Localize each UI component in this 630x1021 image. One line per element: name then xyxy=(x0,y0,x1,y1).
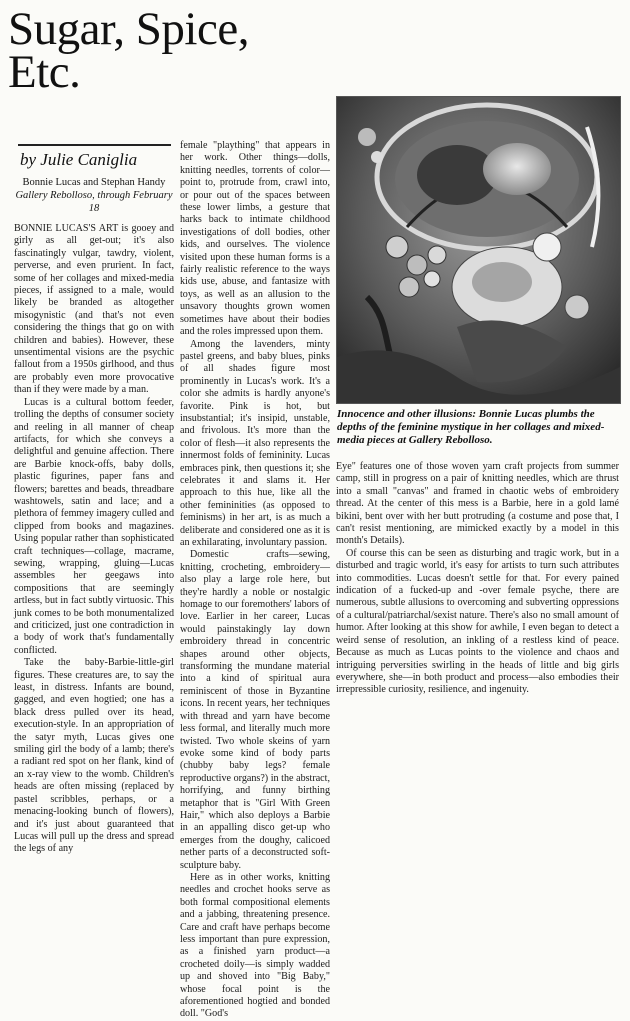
paragraph: Eye" features one of those woven yarn craft projects from summer camp, still in progress on a pair of knitting needles, which are thrust into a small "canvas" and framed in chaotic webs of embroidery thread. At the center of this mess is a Barbie, here in a gold lamé bikini, bent over with her butt protruding (a costume and pose that, I can't resist mentioning, are mimicked exactly by a model in this month's Details). xyxy=(336,461,619,547)
photo-caption: Innocence and other illusions: Bonnie Lucas plumbs the depths of the feminine mystique in her collages and mixed-media pieces at Gallery Rebolloso. xyxy=(337,408,605,446)
byline-rule xyxy=(18,144,171,146)
paragraph: Domestic crafts—sewing, knitting, crocheting, embroidery—also play a large role here, but they're hardly a noble or nostalgic homage to our foremothers' labors of love. Earlier in her career, Lucas would painstakingly lay down embroidery thread in concentric shapes around other objects, transforming the mundane material into a kind of spiritual aura reminiscent of those in Byzantine icons. In recent years, her techniques with thread and yarn have become less formal, and literally much more twisted. Two whole skeins of yarn evoke some kind of body parts (chubby baby legs? female reproductive organs?) in the abstract, horrifying, and funny birthing metaphor that is "Girl With Green Hair," which also deploys a Barbie in an appalling disco get-up who emerges from the doughy, calicoed nether parts of a deconstructed soft-sculpture baby. xyxy=(180,549,330,871)
exhibit-gallery: Gallery Rebolloso, through February 18 xyxy=(15,190,173,214)
headline: Sugar, Spice, Etc. xyxy=(8,3,249,98)
paragraph: Here as in other works, knitting needles and crochet hooks serve as both formal compositional elements and a jabbing, threatening presence. Care and craft have perhaps become less important than pure expression, as a finished yarn product—a crocheted doily—is simply wadded up and shoved into "Big Baby," whose focal point is the aforementioned hogtied and bonded doll. "God's xyxy=(180,871,330,1020)
exhibit-artists: Bonnie Lucas and Stephan Handy xyxy=(22,177,166,188)
paragraph: Lucas is a cultural bottom feeder, trolling the depths of consumer society and reeling in all manner of cheap artifacts, for which she conveys a delightful and genuine affection. There are Barbie knock-offs, baby dolls, plastic figurines, paper fans and flowers; barettes and beads, threadbare washtowels, satin and lace; and a plethora of femmey imagery culled and clipped from books and magazines. Using popular rather than sophisticated craft techniques—collage, macrame, sewing, wrapping, gluing—Lucas assembles her geegaws into compositions that are seemingly artless, but in fact subtly virtuosic. This junk comes to be both monumentalized and criticized, just one contradiction in a body of work that's fundamentally conflicted. xyxy=(14,396,174,656)
exhibit-credit xyxy=(14,176,174,215)
paragraph: Of course this can be seen as disturbing and tragic work, but in a disturbed and tragic world, it's easy for artists to turn such attributes into commodities. Lucas doesn't settle for that. For every pained indication of a fucked-up and -over female psyche, there are numerous, subtle allusions to overcoming and subverting oppressions of a cultural/patriarchal/sexist nature. There's also no small amount of humor. After looking at this show for awhile, I even began to detect a weird sense of resolution, an inkling of a restless kind of peace. Because as much as Lucas points to the violence and chaos and intriguing perversities swirling in the heads of little and big girls everywhere, she—in both product and process—also embodies their irrepressible curiosity, resilience, and ingenuity. xyxy=(336,547,619,696)
paragraph: BONNIE LUCAS'S ART is gooey and girly as all get-out; it's also fascinatingly vulgar, tawdry, violent, perverse, and even prurient. In fact, some of her collages and mixed-media pieces, if assigned to a male, would likely be branded as altogether misogynistic (and that's not even considering the things that go on with children and babies). However, these unsentimental visions are the psychic fallout from a 1950s girlhood, and thus are probably even more provocative than if they were made by a man. xyxy=(14,223,174,396)
paragraph: Take the baby-Barbie-little-girl figures. These creatures are, to say the least, in distress. Infants are bound, gagged, and even hogtied; one has a black dress pulled over its head, execution-style. In an appropriation of the satyr myth, Lucas gives one smiling girl the body of a lamb; there's a radiant red spot on her flank, kind of an x-ray view to the womb. Children's heads are often missing (replaced by pastel scribbles, perhaps, or a menacing-looking bunch of flowers), and it's just about guaranteed that Lucas will pull up the dress and spread the legs of any xyxy=(14,657,174,855)
article-column-3 xyxy=(336,461,619,796)
paragraph: Among the lavenders, minty pastel greens, and baby blues, pinks of all shades figure most prominently in Lucas's work. It's a color she admits is hardly anyone's favorite. Pink is hot, but insubstantial; it's insipid, unstable, and frivolous. It's more than the color of flesh—it also represents the innermost folds of femininity. Lucas embraces pink, then questions it; she celebrates it and slams it. Her approach to this hue, like all the other femininities (as opposed to feminisms) in her art, is as much a deliberate and considered one as it is an exhilarating, involuntary passion. xyxy=(180,338,330,548)
artwork-photo xyxy=(336,96,621,404)
article-column-1 xyxy=(14,223,174,855)
byline: by Julie Caniglia xyxy=(20,150,138,169)
paragraph: female "plaything" that appears in her work. Other things—dolls, knitting needles, torrents of color—point to, protrude from, crawl into, or pour out of the spaces between these lower limbs, a gesture that harks back to intimate childhood investigations of doll bodies, other kids, and ourselves. The violence visited upon these human forms is a fairly realistic reference to the ways kids use, abuse, and fantasize with toys, as well as an allusion to the unsavory thoughts grown women sometimes have about their bodies and the roles impressed upon them. xyxy=(180,140,330,338)
article-column-2 xyxy=(180,140,330,1020)
